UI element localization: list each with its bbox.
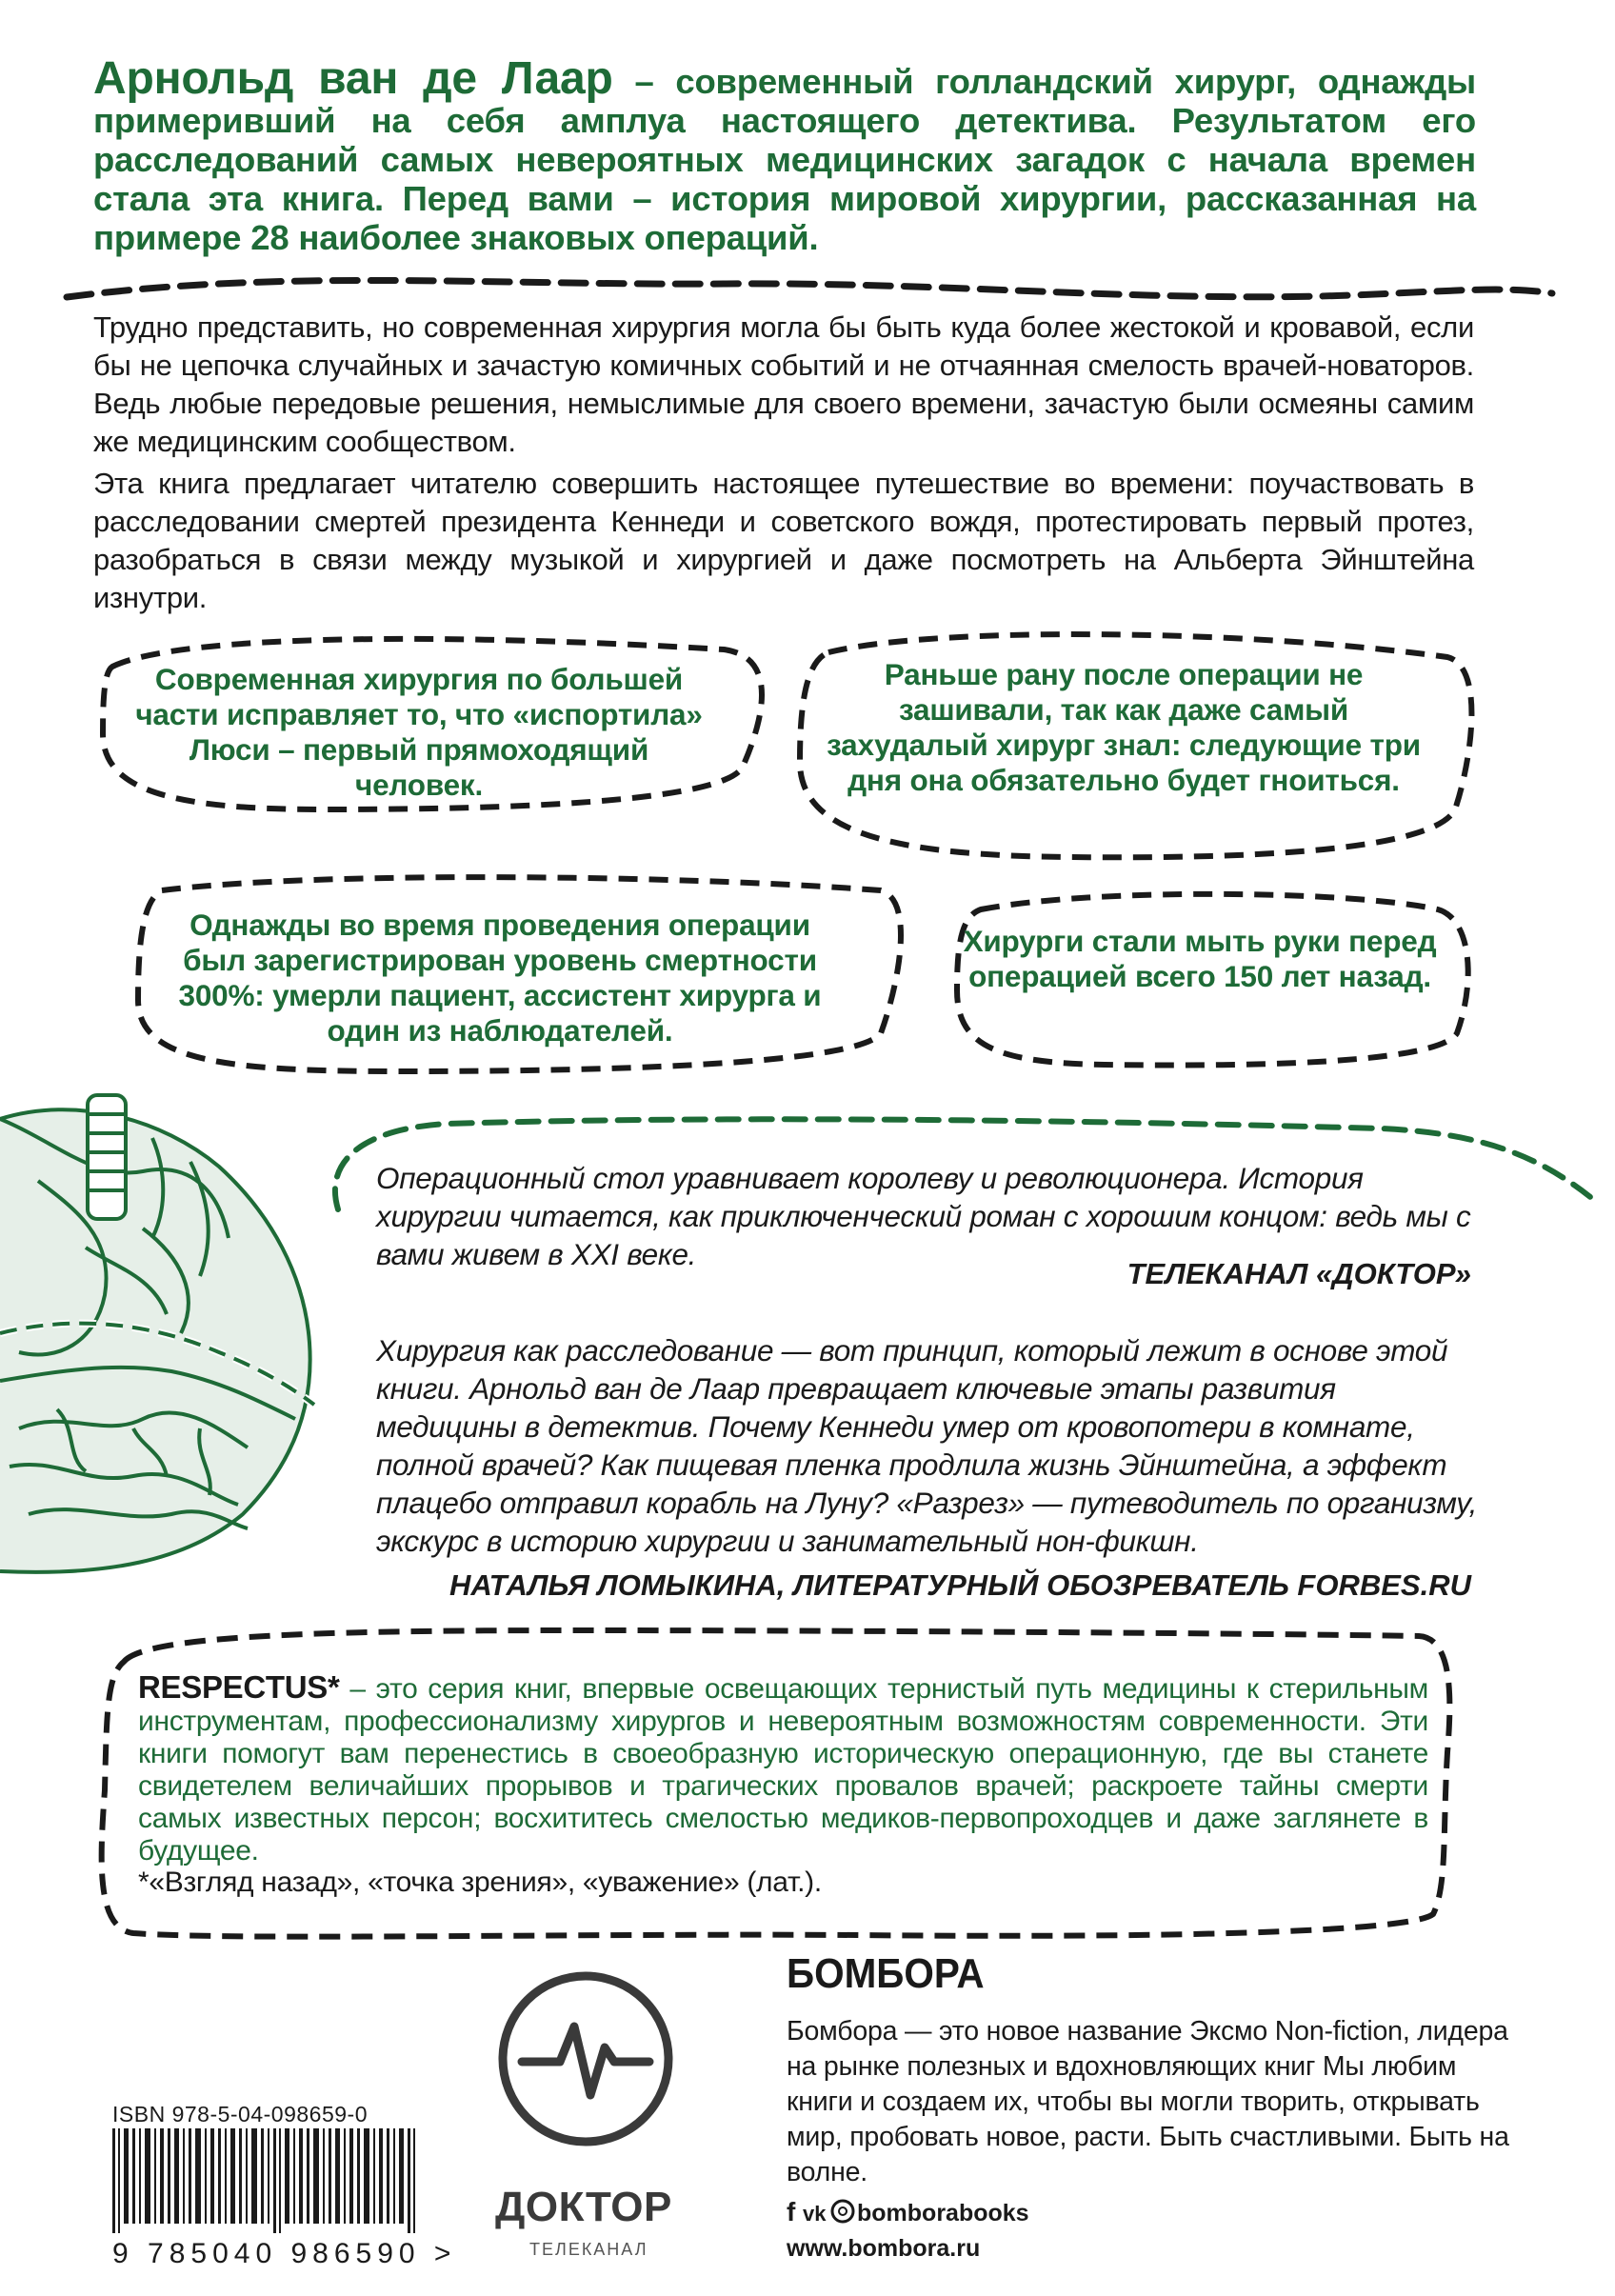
respectus-title: RESPECTUS* <box>138 1669 340 1705</box>
social-icons <box>787 2197 853 2226</box>
doctor-channel-subtitle: ТЕЛЕКАНАЛ <box>529 2240 648 2259</box>
dashed-separator-top <box>67 280 1552 297</box>
publisher-logo: БОМБОРА <box>787 1950 985 1997</box>
publisher-website-link[interactable]: www.bombora.ru <box>787 2235 981 2262</box>
fact-bubble-4: Хирурги стали мыть руки перед операцией всего 150 лет назад. <box>963 924 1437 993</box>
author-name: Арнольд ван де Лаар <box>93 53 613 104</box>
barcode <box>112 2128 415 2233</box>
barcode-digits: 9 785040 986590 > <box>112 2238 457 2269</box>
heart-brain-illustration <box>0 1095 314 1572</box>
respectus-text: – это серия книг, впервые освещающих тернистый путь медицины к стерильным инструментам, профессионализму хирургов и невероятным возможностям современности. Эти книги помогут вам перенестись в своеобразную историческую операционную, где вы станете свидетелем величайших прорывов и трагических провалов врачей; раскроете тайны смерти самых известных персон; восхититесь смелостью медиков-первопроходцев и даже заглянете в будущее. <box>138 1673 1428 1867</box>
intro-paragraph <box>93 53 1477 257</box>
vk-icon: vk <box>803 2202 827 2226</box>
facebook-icon: f <box>787 2197 796 2226</box>
doctor-logo-icon <box>503 1976 668 2142</box>
body-paragraph-1: Трудно представить, но современная хирургия могла бы быть куда более жестокой и кровавой, если бы не цепочка случайных и зачастую комичных событий и не отчаянная смелость врачей-новаторов. Ведь любые передовые решения, немыслимые для своего времени, зачастую были осмеяны самим же медицинским сообществом. <box>93 310 1474 458</box>
fact-bubble-3: Однажды во время проведения операции был зарегистрирован уровень смертности 300%: умерли пациент, ассистент хирурга и один из наблюдателей. <box>178 908 822 1048</box>
doctor-channel-name: ДОКТОР <box>495 2184 672 2230</box>
fact-bubble-2: Раньше рану после операции не зашивали, так как даже самый захудалый хирург знал: следующие три дня она обязательно будет гноиться. <box>827 657 1421 797</box>
fact-bubble-1: Современная хирургия по большей части исправляет то, что «испортила» Люси – первый прямоходящий человек. <box>135 662 703 802</box>
respectus-footnote: *«Взгляд назад», «точка зрения», «уважение» (лат.). <box>138 1867 822 1898</box>
review-quote-1: Операционный стол уравнивает королеву и революционера. История хирургии читается, как приключенческий роман с хорошим концом: ведь мы с вами живем в XXI веке. <box>376 1161 1471 1271</box>
review-quote-2: Хирургия как расследование — вот принцип, который лежит в основе этой книги. Арнольд ван де Лаар превращает ключевые этапы развития медицины в детектив. Почему Кеннеди умер от кровопотери в комнате, полной врачей? Как пищевая пленка продлила жизнь Эйнштейна, а эффект плацебо отправил корабль на Луну? «Разрез» — путеводитель по организму, экскурс в историю хирургии и занимательный нон-фикшн. <box>376 1333 1478 1558</box>
instagram-icon <box>832 2201 853 2222</box>
review-attribution-2: НАТАЛЬЯ ЛОМЫКИНА, ЛИТЕРАТУРНЫЙ ОБОЗРЕВАТЕЛЬ FORBES.RU <box>449 1568 1471 1602</box>
respectus-description <box>138 1671 1428 1867</box>
isbn-label: ISBN 978-5-04-098659-0 <box>112 2102 368 2126</box>
review-attribution-1: ТЕЛЕКАНАЛ «ДОКТОР» <box>1127 1257 1471 1290</box>
body-paragraph-2: Эта книга предлагает читателю совершить настоящее путешествие во времени: поучаствовать в расследовании смертей президента Кеннеди и советского вождя, протестировать первый протез, разобраться в связи между музыкой и хирургией и даже посмотреть на Альберта Эйнштейна изнутри. <box>93 467 1474 614</box>
intro-text: – современный голландский хирург, однажды примеривший на себя амплуа настоящего детектива. Результатом его расследований самых невероятных медицинских загадок с начала времен стала эта книга. Перед вами – история мировой хирургии, рассказанная на примере 28 наиболее знаковых операций. <box>93 62 1477 257</box>
publisher-description: Бомбора — это новое название Эксмо Non-fiction, лидера на рынке полезных и вдохновляющих книг Мы любим книги и создаем их, чтобы вы могли творить, открывать мир, пробовать новое, расти. Быть счастливыми. Быть на волне. <box>787 2016 1509 2187</box>
social-handle[interactable]: bomborabooks <box>857 2200 1029 2226</box>
